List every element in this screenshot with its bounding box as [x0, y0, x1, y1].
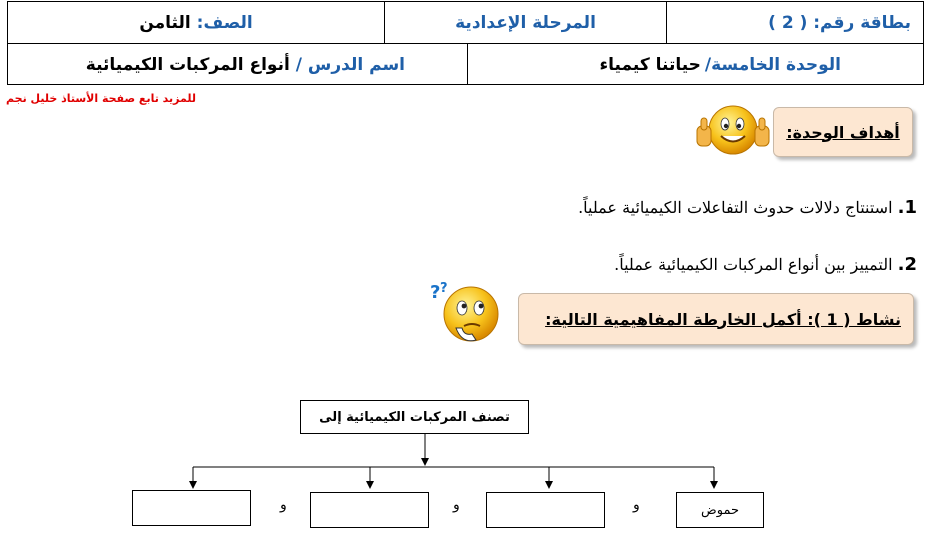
activity-heading: نشاط ( 1 ): أكمل الخارطة المفاهيمية التالية:: [545, 309, 901, 329]
lesson-label: اسم الدرس /: [295, 54, 405, 75]
svg-text:?: ?: [440, 281, 448, 296]
goal-text: استنتاج دلالات حدوث التفاعلات الكيميائية عملياً.: [578, 198, 893, 217]
card-number: بطاقة رقم: ( 2 ): [768, 12, 911, 33]
connector-and: و: [633, 497, 640, 513]
concept-map-child-acids: حموض: [676, 492, 764, 528]
goal-number: 1.: [897, 197, 917, 218]
lesson-value: أنواع المركبات الكيميائية: [85, 54, 290, 75]
unit-label: الوحدة الخامسة/: [704, 54, 841, 75]
goal-text: التمييز بين أنواع المركبات الكيميائية عملياً.: [614, 255, 893, 274]
concept-map-child-blank[interactable]: [132, 490, 251, 526]
goal-number: 2.: [897, 254, 917, 275]
concept-map-child-blank[interactable]: [310, 492, 429, 528]
goals-heading: أهداف الوحدة:: [786, 122, 900, 142]
grade-label: الصف:: [196, 12, 253, 33]
concept-map-root: تصنف المركبات الكيميائية إلى: [300, 400, 529, 434]
concept-map-child-blank[interactable]: [486, 492, 605, 528]
connector-and: و: [280, 497, 287, 513]
unit-value: حياتنا كيمياء: [599, 54, 701, 75]
connector-and: و: [453, 497, 460, 513]
svg-text:?: ?: [430, 282, 441, 303]
more-info-note: للمزيد تابع صفحة الأستاذ خليل نجم: [6, 92, 196, 105]
stage: المرحلة الإعدادية: [455, 12, 596, 33]
grade-value: الثامن: [139, 12, 191, 33]
